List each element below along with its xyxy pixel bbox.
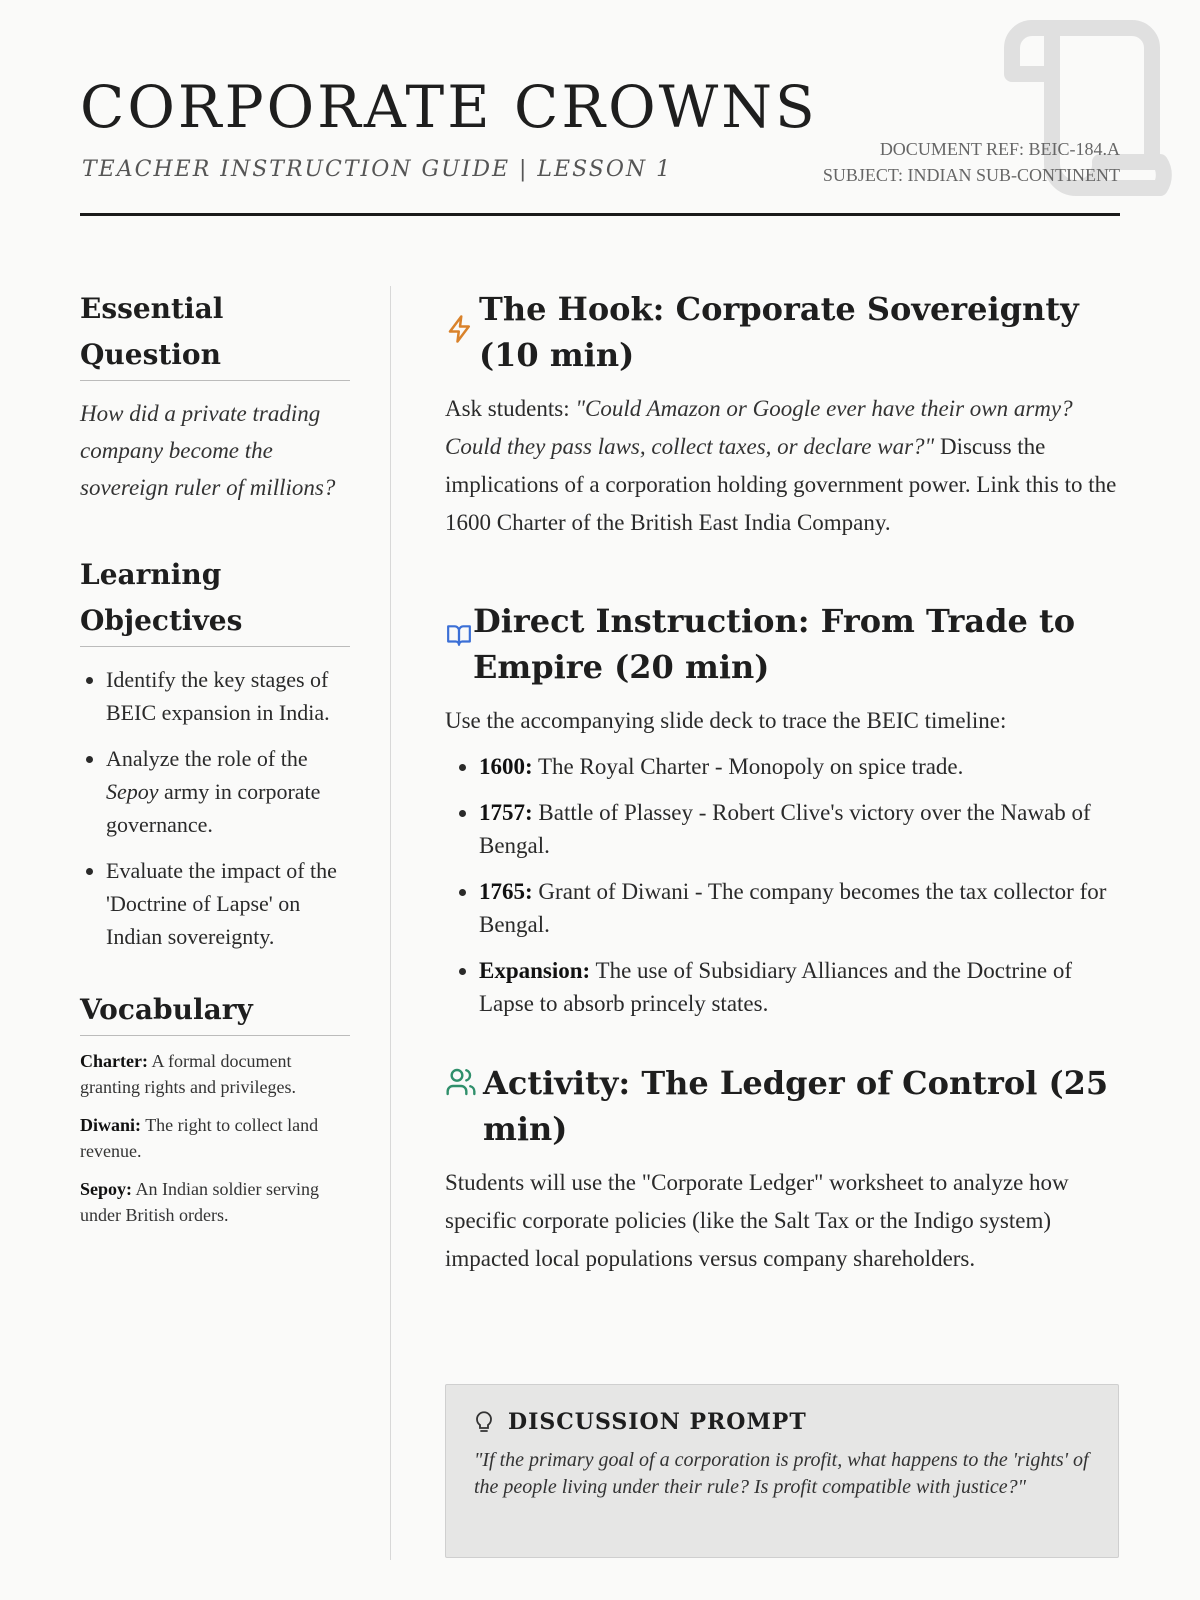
list-item: • Identify the key stages of BEIC expansion in India. [106, 663, 350, 729]
discussion-prompt-header [474, 1409, 1090, 1435]
timeline-key: 1757: [479, 800, 533, 825]
discussion-prompt-text: "If the primary goal of a corporation is profit, what happens to the 'rights' of the people living under their rule? Is profit compatible with justice?" [474, 1449, 1089, 1498]
list-item [479, 875, 1121, 941]
page-subtitle: TEACHER INSTRUCTION GUIDE | LESSON 1 [82, 157, 673, 182]
document-subject: SUBJECT: INDIAN SUB-CONTINENT [822, 165, 1120, 185]
discussion-prompt-heading: DISCUSSION PROMPT [508, 1409, 807, 1435]
page-title: CORPORATE CROWNS [80, 73, 818, 141]
activity-header [445, 1060, 1121, 1152]
timeline-text: Battle of Plassey - Robert Clive's victory over the Nawab of Bengal. [479, 800, 1091, 858]
learning-objectives-section [80, 552, 350, 953]
header-divider [80, 213, 1120, 216]
objective-emphasis: Sepoy [106, 779, 159, 804]
list-item [479, 796, 1121, 862]
essential-question-text: How did a private trading company become the sovereign ruler of millions? [80, 401, 336, 500]
list-item [479, 954, 1121, 1020]
timeline-key: Expansion: [479, 958, 591, 983]
timeline-list [445, 750, 1121, 1020]
vocab-item [80, 1048, 350, 1100]
vocab-definition: An Indian soldier serving under British orders. [80, 1179, 319, 1225]
hook-body [445, 390, 1121, 542]
vocab-term: Diwani: [80, 1115, 142, 1135]
instruction-section [445, 598, 1121, 1020]
activity-body: Students will use the "Corporate Ledger" worksheet to analyze how specific corporate policies (like the Salt Tax or the Indigo system) impacted local populations versus company shareholders. [445, 1170, 1069, 1271]
learning-objectives-heading: Learning Objectives [80, 552, 350, 647]
activity-title: Activity: The Ledger of Control (25 min) [483, 1064, 1109, 1148]
instruction-intro: Use the accompanying slide deck to trace the BEIC timeline: [445, 708, 1007, 733]
instruction-header [445, 598, 1121, 690]
activity-section [445, 1060, 1121, 1278]
lightning-icon [445, 286, 479, 349]
objective-text: Analyze the role of the [106, 746, 308, 771]
book-icon [445, 598, 473, 652]
timeline-text: The use of Subsidiary Alliances and the Doctrine of Lapse to absorb princely states. [479, 958, 1073, 1016]
main-content [445, 286, 1121, 1278]
essential-question-heading: Essential Question [80, 286, 350, 381]
vocabulary-section [80, 987, 350, 1228]
list-item: • Evaluate the impact of the 'Doctrine of Lapse' on Indian sovereignty. [106, 854, 350, 953]
list-item [106, 742, 350, 841]
lightbulb-icon [474, 1410, 494, 1434]
hook-section [445, 286, 1121, 542]
objective-text: army in corporate governance. [106, 779, 321, 837]
vocab-term: Charter: [80, 1051, 148, 1071]
list-item [479, 750, 1121, 783]
document-ref: DOCUMENT REF: BEIC-184.A [879, 139, 1120, 159]
hook-lead: Ask students: [445, 396, 576, 421]
hook-header [445, 286, 1121, 378]
vocab-item [80, 1176, 350, 1228]
hook-quote: "Could Amazon or Google ever have their own army? Could they pass laws, collect taxes, or declare war?" [445, 396, 1073, 459]
objectives-list [80, 663, 350, 953]
users-icon [445, 1060, 483, 1102]
vocabulary-list [80, 1048, 350, 1228]
timeline-key: 1765: [479, 879, 533, 904]
vocabulary-heading: Vocabulary [80, 987, 350, 1036]
vocab-definition: The right to collect land revenue. [80, 1115, 319, 1161]
hook-title: The Hook: Corporate Sovereignty (10 min) [479, 290, 1079, 374]
timeline-key: 1600: [479, 754, 533, 779]
hook-rest: Discuss the implications of a corporation holding government power. Link this to the 1600 Charter of the British East India Company. [445, 434, 1117, 535]
column-divider [390, 286, 391, 1560]
vocab-item [80, 1112, 350, 1164]
timeline-text: The Royal Charter - Monopoly on spice trade. [532, 754, 964, 779]
document-meta [823, 136, 1120, 188]
vocab-definition: A formal document granting rights and privileges. [80, 1051, 296, 1097]
discussion-prompt-box [445, 1384, 1119, 1558]
vocab-term: Sepoy: [80, 1179, 133, 1199]
instruction-title: Direct Instruction: From Trade to Empire (20 min) [473, 602, 1076, 686]
sidebar [80, 286, 350, 1240]
essential-question-section [80, 286, 350, 506]
timeline-text: Grant of Diwani - The company becomes the tax collector for Bengal. [479, 879, 1107, 937]
